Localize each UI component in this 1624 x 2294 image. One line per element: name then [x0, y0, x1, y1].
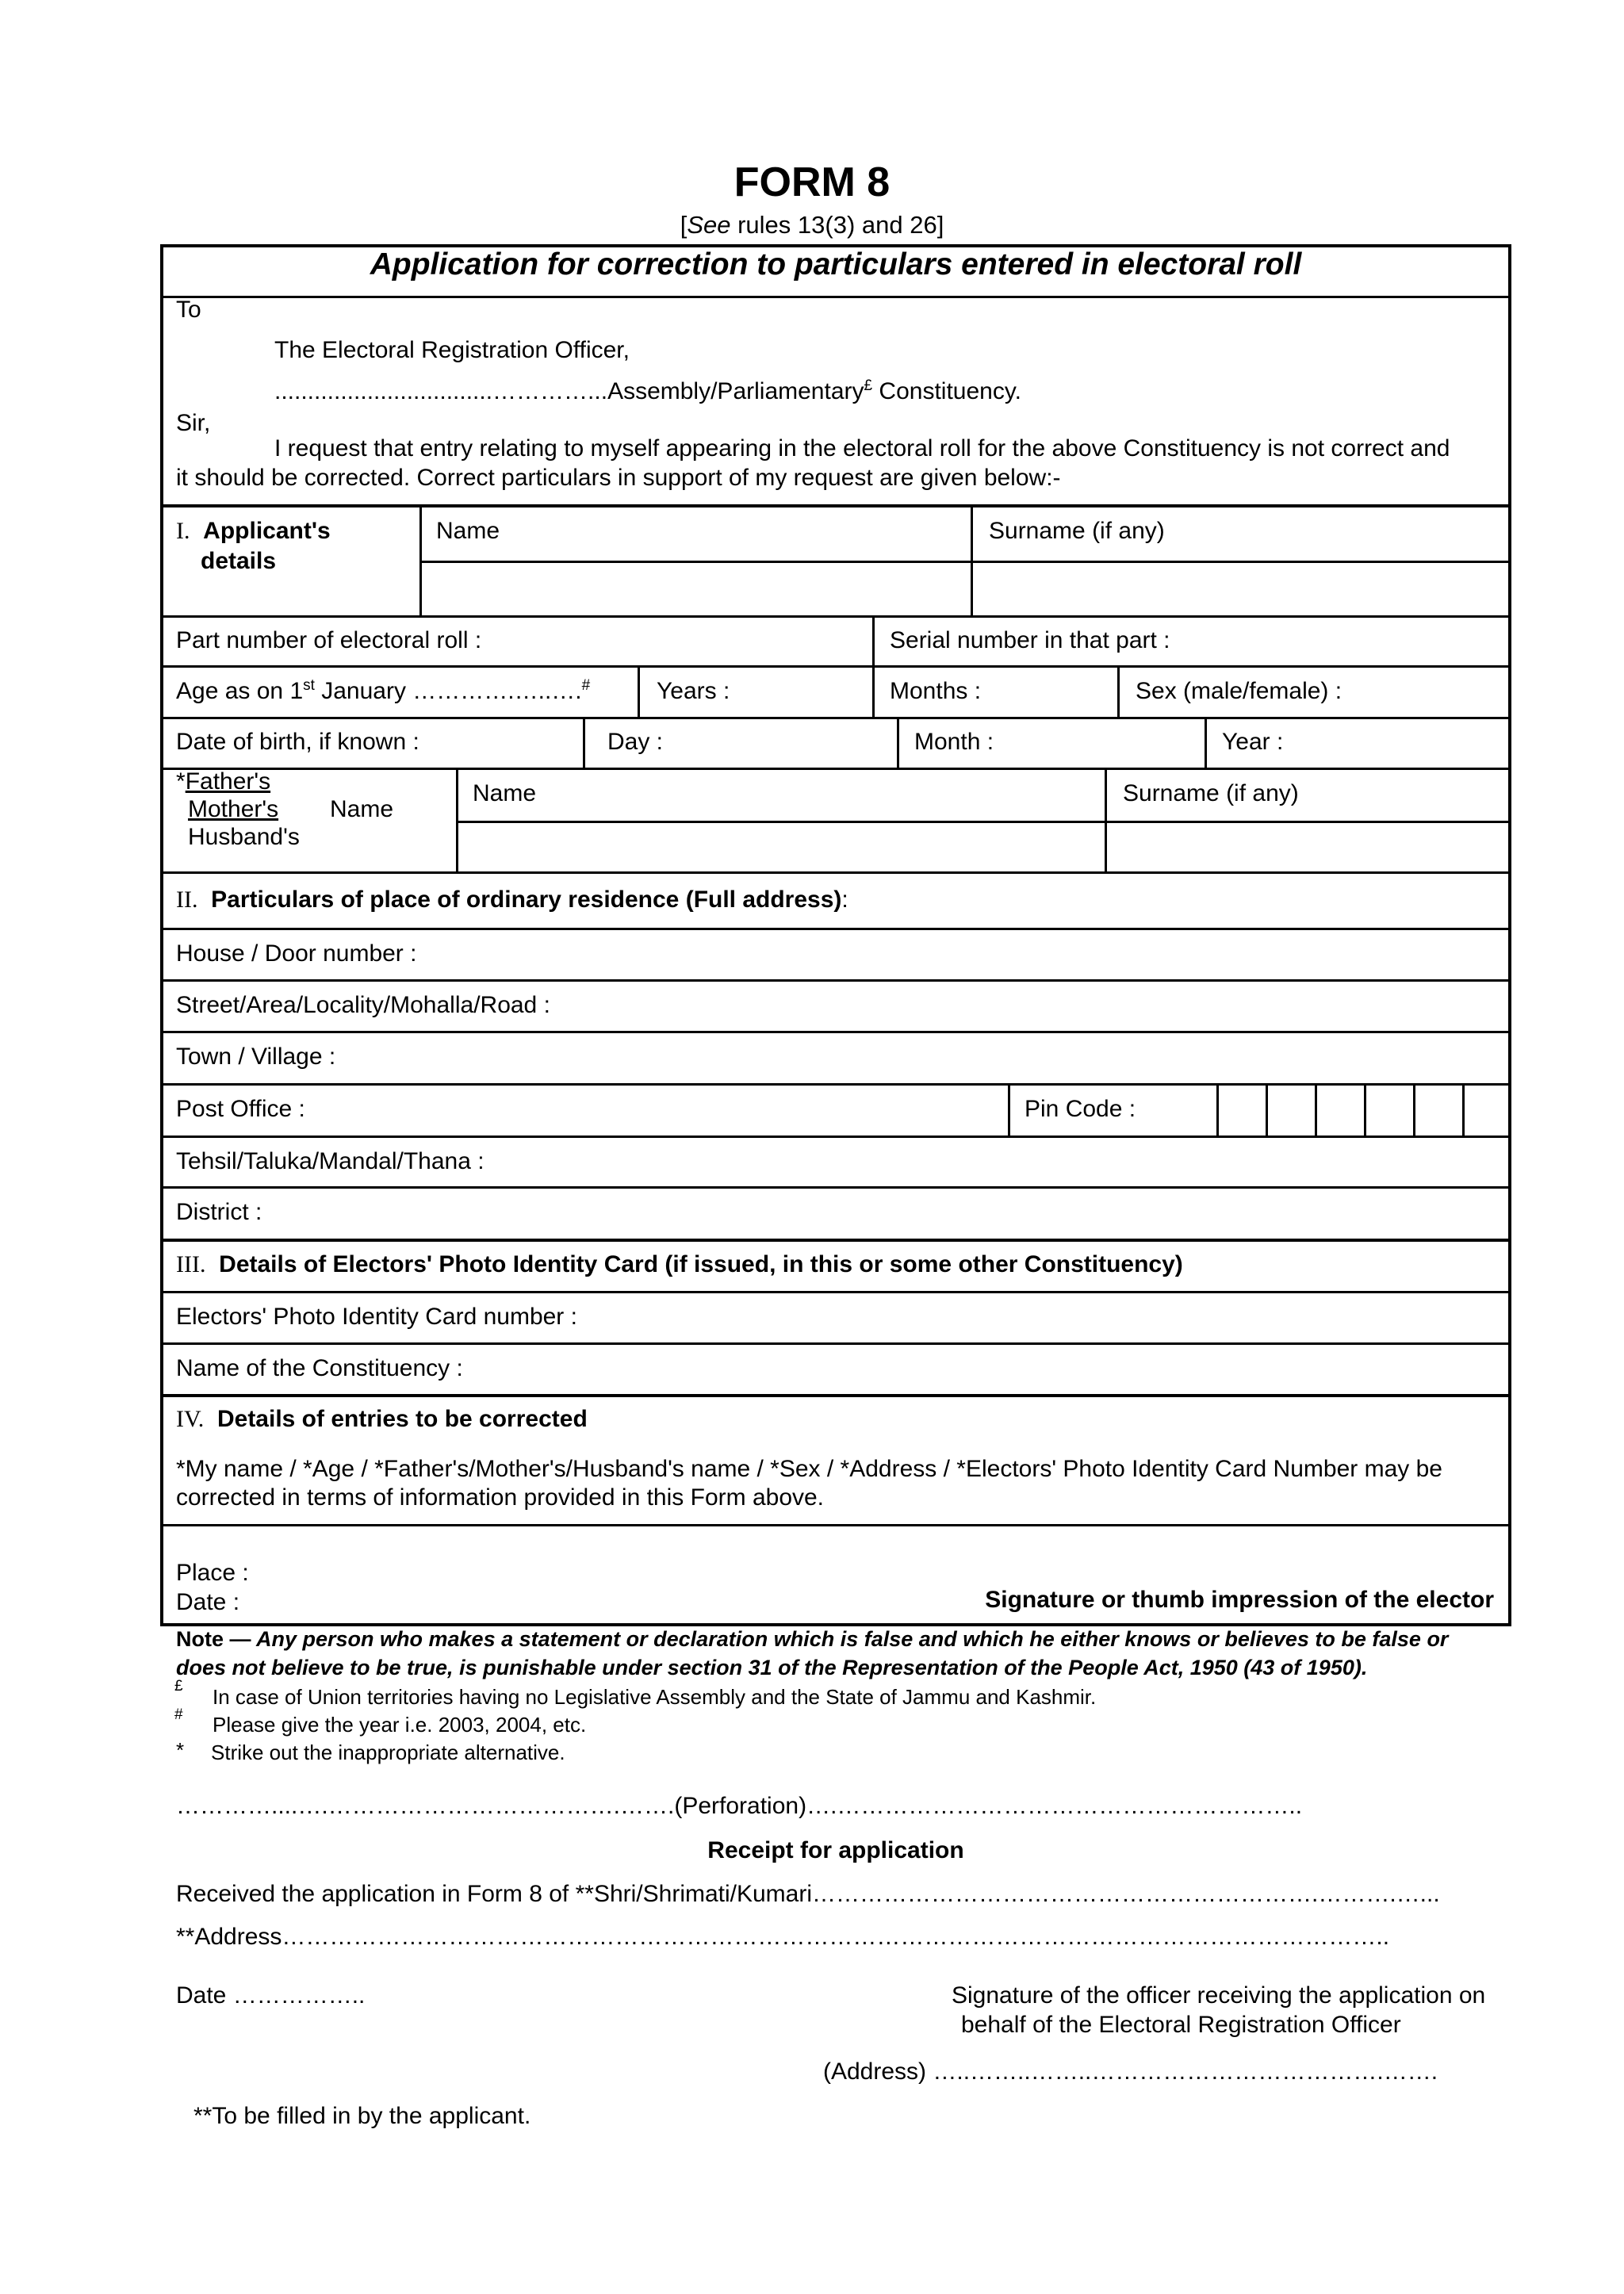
- relative-type: *Father's: [176, 768, 271, 795]
- divider: [162, 1239, 1510, 1242]
- correction-text: corrected in terms of information provided in this Form above.: [176, 1484, 825, 1511]
- day-label: Day :: [607, 729, 664, 755]
- elector-signature-label: Signature or thumb impression of the elector: [985, 1587, 1494, 1613]
- pin-box-divider: [1216, 1085, 1219, 1136]
- perforation-line: …………....….……………………………….…….(Perforation)….…………………………………………………..: [176, 1793, 1303, 1819]
- section-3-heading: III. Details of Electors' Photo Identity Card (if issued, in this or some other Constituency): [176, 1251, 1183, 1277]
- divider: [162, 504, 1510, 507]
- relative-name-label: Name: [473, 780, 537, 806]
- age-label: Age as on 1st January ………….…..….#: [176, 677, 591, 704]
- section-2-heading: II. Particulars of place of ordinary residence (Full address):: [176, 887, 848, 913]
- months-label: Months :: [890, 678, 982, 704]
- pin-box-divider: [1462, 1085, 1465, 1136]
- applicant-name-label: Name: [436, 518, 500, 544]
- divider: [1105, 769, 1107, 871]
- receipt-address: **Address…………………………………………………………………………………………………………………………..: [176, 1924, 1390, 1950]
- receipt-footnote: **To be filled in by the applicant.: [193, 2103, 531, 2129]
- officer-address: (Address) …..……..……..……………………………….…….: [823, 2058, 1438, 2085]
- serial-number-label: Serial number in that part :: [890, 627, 1170, 653]
- footnote: In case of Union territories having no Legislative Assembly and the State of Jammu and Kashmir.: [213, 1685, 1097, 1709]
- post-office-label: Post Office :: [176, 1096, 305, 1122]
- footnote: Please give the year i.e. 2003, 2004, etc.: [213, 1713, 587, 1737]
- date-label: Date :: [176, 1589, 240, 1615]
- relative-type: Husband's: [188, 824, 300, 850]
- divider: [162, 979, 1510, 982]
- applicant-surname-field[interactable]: [974, 564, 1508, 614]
- pin-code-label: Pin Code :: [1025, 1096, 1136, 1122]
- divider: [162, 1342, 1510, 1345]
- request-text: it should be corrected. Correct particulars in support of my request are given below:-: [176, 465, 1061, 491]
- relative-type: Mother's: [188, 796, 279, 822]
- divider: [456, 769, 458, 871]
- applicant-surname-label: Surname (if any): [989, 518, 1165, 544]
- divider: [458, 821, 1510, 823]
- constituency-name-label: Name of the Constituency :: [176, 1355, 463, 1381]
- receipt-date: Date ……………..: [176, 1982, 366, 2009]
- divider: [162, 665, 1510, 668]
- divider: [971, 506, 973, 615]
- relative-surname-label: Surname (if any): [1123, 780, 1299, 806]
- district-label: District :: [176, 1199, 262, 1225]
- receipt-title: Receipt for application: [707, 1837, 964, 1863]
- divider: [1008, 1085, 1010, 1136]
- house-label: House / Door number :: [176, 940, 417, 967]
- years-label: Years :: [657, 678, 730, 704]
- divider: [162, 1136, 1510, 1138]
- relative-name-word: Name: [330, 796, 394, 822]
- divider: [162, 615, 1510, 618]
- salutation: Sir,: [176, 410, 211, 436]
- relative-name-field[interactable]: [459, 824, 1103, 870]
- town-label: Town / Village :: [176, 1044, 336, 1070]
- pin-box-divider: [1315, 1085, 1317, 1136]
- year-label: Year :: [1222, 729, 1284, 755]
- divider: [162, 717, 1510, 719]
- divider: [872, 617, 875, 665]
- divider: [162, 1394, 1510, 1397]
- section-1-heading: details: [201, 548, 277, 574]
- divider: [1117, 667, 1120, 717]
- constituency-line: .................................…………...Assembly/Parliamentary£ Constituency.: [274, 377, 1021, 404]
- section-1-heading: I. Applicant's: [176, 518, 331, 544]
- divider: [421, 561, 1510, 563]
- place-label: Place :: [176, 1560, 249, 1586]
- request-text: I request that entry relating to myself appearing in the electoral roll for the above Constituency is not correct and: [274, 435, 1450, 461]
- footnote-mark: *: [176, 1738, 185, 1762]
- epic-number-label: Electors' Photo Identity Card number :: [176, 1304, 577, 1330]
- divider: [897, 718, 899, 768]
- divider: [872, 667, 875, 717]
- divider: [638, 667, 640, 717]
- officer-line: The Electoral Registration Officer,: [274, 337, 630, 363]
- divider: [162, 928, 1510, 930]
- form-title: FORM 8: [733, 159, 891, 205]
- footnote: Strike out the inappropriate alternative.: [211, 1741, 565, 1764]
- divider: [162, 1083, 1510, 1086]
- rules-reference: [See rules 13(3) and 26]: [680, 211, 944, 239]
- pin-box-divider: [1364, 1085, 1366, 1136]
- divider: [162, 768, 1510, 770]
- divider: [162, 1031, 1510, 1033]
- divider: [1205, 718, 1207, 768]
- divider: [162, 1186, 1510, 1189]
- divider: [162, 1291, 1510, 1293]
- street-label: Street/Area/Locality/Mohalla/Road :: [176, 992, 550, 1018]
- footnote-mark: #: [174, 1706, 183, 1723]
- relative-surname-field[interactable]: [1108, 824, 1508, 870]
- application-title: Application for correction to particulars entered in electoral roll: [370, 247, 1302, 281]
- divider: [162, 871, 1510, 874]
- note: Note — Any person who makes a statement or declaration which is false and which he either knows or believes to be false or: [176, 1627, 1449, 1651]
- dob-label: Date of birth, if known :: [176, 729, 419, 755]
- officer-signature-label: behalf of the Electoral Registration Officer: [961, 2012, 1401, 2038]
- tehsil-label: Tehsil/Taluka/Mandal/Thana :: [176, 1148, 485, 1174]
- applicant-name-field[interactable]: [423, 564, 969, 614]
- to-label: To: [176, 297, 201, 323]
- receipt-received: Received the application in Form 8 of **Shri/Shrimati/Kumari……………………………………………………….……….…...: [176, 1881, 1440, 1907]
- divider: [583, 718, 585, 768]
- note: does not believe to be true, is punishable under section 31 of the Representation of the People Act, 1950 (43 of 1950).: [176, 1656, 1368, 1679]
- pin-box-divider: [1413, 1085, 1415, 1136]
- part-number-label: Part number of electoral roll :: [176, 627, 482, 653]
- footnote-mark: £: [174, 1678, 183, 1695]
- sex-label: Sex (male/female) :: [1136, 678, 1342, 704]
- correction-text: *My name / *Age / *Father's/Mother's/Husband's name / *Sex / *Address / *Electors' Photo Identity Card Number may be: [176, 1456, 1442, 1482]
- section-4-heading: IV. Details of entries to be corrected: [176, 1406, 588, 1432]
- officer-signature-label: Signature of the officer receiving the application on: [952, 1982, 1486, 2009]
- pin-box-divider: [1266, 1085, 1268, 1136]
- divider: [162, 296, 1510, 298]
- month-label: Month :: [914, 729, 994, 755]
- divider: [162, 1524, 1510, 1526]
- divider: [419, 506, 422, 615]
